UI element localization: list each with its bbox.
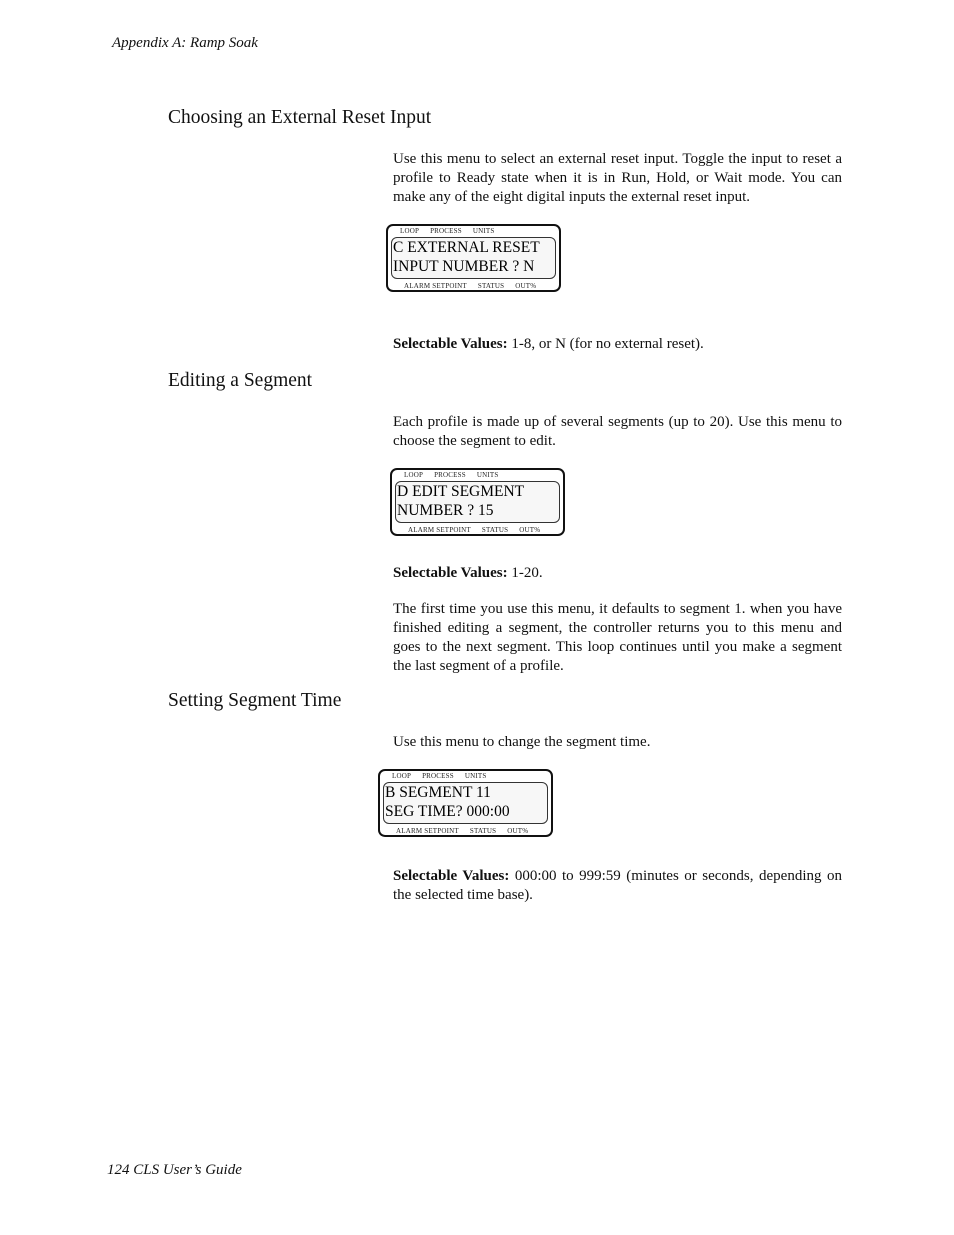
lcd-label-loop: LOOP xyxy=(400,227,420,235)
edit-segment-note: The first time you use this menu, it defaults to segment 1. when you have finished editing a segment, the controller returns you to this menu and goes to the next segment. This loop continues until you make a segment the last segment of a profile. xyxy=(393,601,842,674)
selectable-values-text: 1-20. xyxy=(507,565,543,581)
lcd-label-status: STATUS xyxy=(469,827,497,835)
lcd-screen xyxy=(391,237,556,279)
lcd-label-process: PROCESS xyxy=(422,772,454,780)
lcd-label-out: OUT% xyxy=(507,827,529,835)
lcd-label-units: UNITS xyxy=(464,772,487,780)
lcd-label-units: UNITS xyxy=(476,471,499,479)
section-intro-external-reset: Use this menu to select an external reset input. Toggle the input to reset a profile to Ready state when it is in Run, Hold, or Wait mode. You can make any of the eight digital inputs the external reset input. xyxy=(393,151,842,205)
lcd-label-alarm-setpoint: ALARM SETPOINT xyxy=(404,282,467,290)
lcd-label-alarm-setpoint: ALARM SETPOINT xyxy=(408,526,471,534)
lcd-screen xyxy=(395,481,560,523)
lcd-line-1: C EXTERNAL RESET xyxy=(393,239,540,256)
lcd-bottom-labels xyxy=(388,282,559,290)
lcd-bottom-labels xyxy=(380,827,551,835)
section-heading-edit-segment: Editing a Segment xyxy=(168,370,313,391)
lcd-label-status: STATUS xyxy=(481,526,509,534)
selectable-values-text: 000:00 to 999:59 (minutes or seconds, depending on the selected time base). xyxy=(393,868,842,903)
selectable-values-label: Selectable Values: xyxy=(393,868,510,884)
lcd-line-2: SEG TIME? 000:00 xyxy=(385,803,510,820)
lcd-line-1: D EDIT SEGMENT xyxy=(397,483,525,500)
selectable-values-edit-segment xyxy=(393,564,842,583)
selectable-values-external-reset xyxy=(393,335,842,354)
section-heading-segment-time: Setting Segment Time xyxy=(168,690,342,711)
lcd-label-status: STATUS xyxy=(477,282,505,290)
lcd-line-2: INPUT NUMBER ? N xyxy=(393,258,535,275)
lcd-top-labels xyxy=(380,772,551,780)
lcd-display-external-reset xyxy=(386,224,561,292)
lcd-screen xyxy=(383,782,548,824)
lcd-label-out: OUT% xyxy=(519,526,541,534)
lcd-bottom-labels xyxy=(392,526,563,534)
lcd-label-units: UNITS xyxy=(472,227,495,235)
lcd-display-edit-segment xyxy=(390,468,565,536)
lcd-label-alarm-setpoint: ALARM SETPOINT xyxy=(396,827,459,835)
lcd-label-process: PROCESS xyxy=(434,471,466,479)
lcd-label-process: PROCESS xyxy=(430,227,462,235)
lcd-label-loop: LOOP xyxy=(404,471,424,479)
lcd-top-labels xyxy=(392,471,563,479)
section-heading-external-reset: Choosing an External Reset Input xyxy=(168,107,432,128)
selectable-values-label: Selectable Values: xyxy=(393,565,508,581)
selectable-values-label: Selectable Values: xyxy=(393,336,508,352)
selectable-values-text: 1-8, or N (for no external reset). xyxy=(507,336,704,352)
lcd-top-labels xyxy=(388,227,559,235)
page-footer: 124 CLS User’s Guide xyxy=(107,1162,242,1178)
lcd-label-loop: LOOP xyxy=(392,772,412,780)
selectable-values-segment-time xyxy=(393,867,842,905)
section-intro-edit-segment: Each profile is made up of several segments (up to 20). Use this menu to choose the segment to edit. xyxy=(393,414,842,449)
section-intro-segment-time: Use this menu to change the segment time. xyxy=(393,734,651,750)
lcd-line-2: NUMBER ? 15 xyxy=(397,502,494,519)
lcd-display-segment-time xyxy=(378,769,553,837)
running-head: Appendix A: Ramp Soak xyxy=(112,35,258,51)
lcd-line-1: B SEGMENT 11 xyxy=(385,784,491,801)
lcd-label-out: OUT% xyxy=(515,282,537,290)
